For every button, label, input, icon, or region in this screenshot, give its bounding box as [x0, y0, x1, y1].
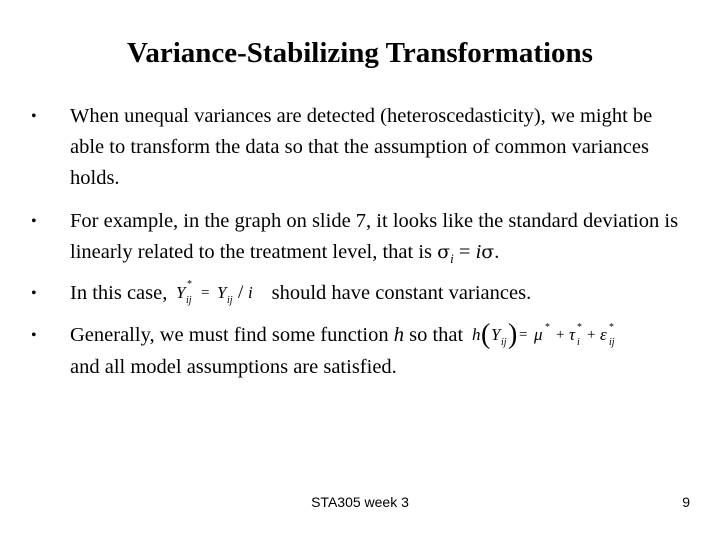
svg-text:=: = [519, 327, 528, 344]
svg-text:/: / [238, 282, 244, 304]
svg-text:ij: ij [501, 337, 507, 349]
bullet-marker: • [31, 327, 37, 344]
svg-text:ij: ij [609, 337, 615, 349]
bullet-marker: • [31, 213, 37, 230]
slide-title: Variance-Stabilizing Transformations [127, 37, 593, 69]
sigma-symbol: σ [481, 241, 495, 263]
svg-text:): ) [508, 319, 518, 351]
bullet-text: When unequal variances are detected (heteroscedasticity), we might be able to transform the data so that the assumption of common variances holds. [70, 105, 653, 189]
function-h: h [393, 324, 404, 346]
bullet-text: For example, in the graph on slide 7, it looks like the standard deviation is linearly related to the treatment level, that is [70, 210, 679, 263]
model-equation [472, 318, 632, 350]
svg-text:*: * [187, 279, 193, 291]
svg-text:h: h [472, 325, 481, 345]
page-number: 9 [682, 494, 690, 510]
bullet-text-after: should have constant variances. [266, 282, 532, 304]
svg-text:Y: Y [176, 283, 186, 303]
variable-i: i [475, 241, 482, 263]
svg-text:(: ( [481, 319, 491, 351]
transformed-response-equation [174, 276, 260, 306]
svg-text:i: i [577, 337, 581, 349]
equals-sign: = [453, 241, 476, 263]
bullet-item-generally [31, 319, 680, 383]
svg-text:+: + [556, 327, 565, 344]
svg-text:ε: ε [600, 325, 608, 345]
svg-text:τ: τ [569, 325, 576, 345]
bullet-text: Generally, we must find some function [70, 324, 394, 346]
svg-text:*: * [545, 322, 551, 334]
bullet-item-this-case [31, 278, 680, 309]
bullet-item-heteroscedasticity [31, 101, 680, 194]
bullet-text-after: and all model assumptions are satisfied. [70, 356, 397, 379]
svg-text:*: * [609, 322, 615, 334]
svg-text:+: + [587, 327, 596, 344]
period: . [494, 241, 500, 263]
subscript-i: i [450, 251, 454, 267]
slide-footer: STA305 week 3 [311, 494, 409, 510]
bullet-text: In this case, [70, 282, 173, 304]
svg-text:Y: Y [217, 283, 227, 303]
svg-text:Y: Y [491, 325, 501, 345]
svg-text:i: i [248, 283, 254, 303]
sigma-symbol: σ [437, 241, 451, 263]
svg-text:ij: ij [186, 295, 193, 307]
bullet-marker: • [31, 285, 37, 302]
bullet-marker: • [31, 108, 37, 125]
bullet-text-mid: so that [404, 324, 469, 346]
bullet-item-example [31, 206, 680, 274]
svg-text:*: * [577, 322, 583, 334]
svg-text:=: = [201, 285, 210, 302]
svg-text:μ: μ [534, 325, 543, 345]
svg-text:ij: ij [227, 295, 234, 307]
